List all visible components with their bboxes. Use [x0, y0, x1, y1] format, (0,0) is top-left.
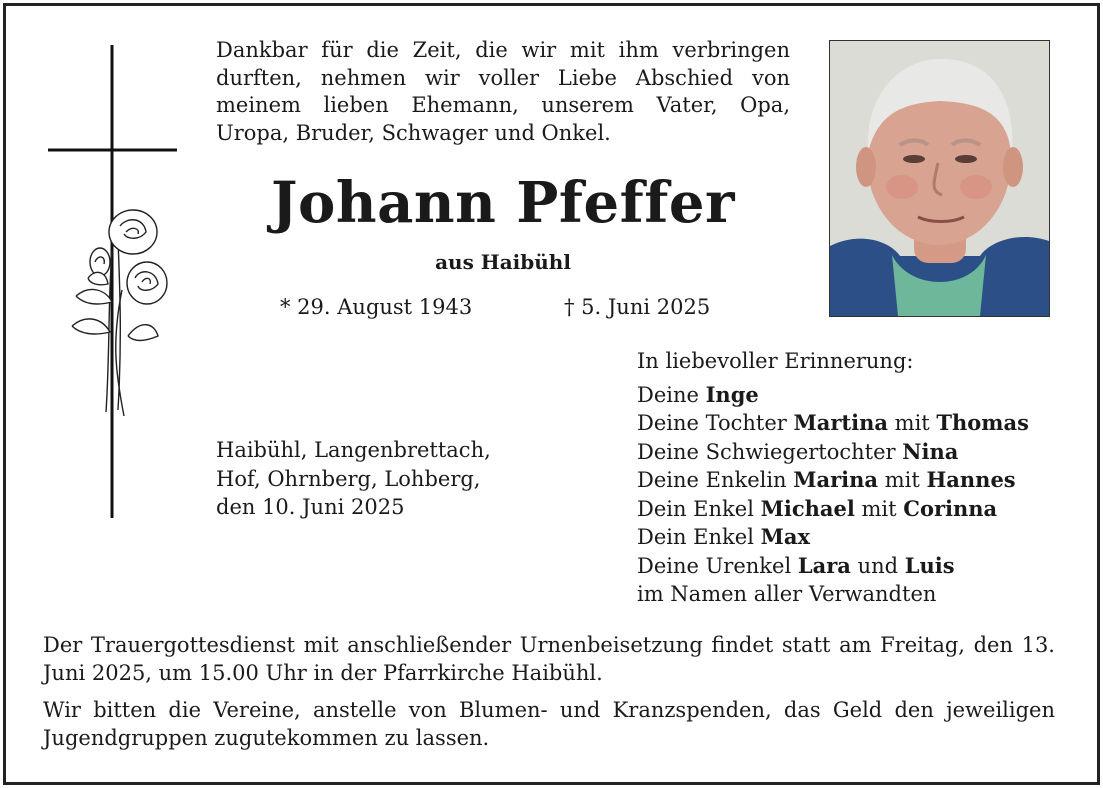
family-member-line — [637, 381, 1029, 410]
place-and-date — [216, 436, 491, 522]
family-member-text: mit — [878, 468, 927, 492]
family-member-name: Nina — [902, 438, 959, 464]
family-member-text: Dein Enkel — [637, 496, 761, 521]
place-line: Haibühl, Langenbrettach, — [216, 438, 491, 462]
family-member-name: Luis — [904, 552, 955, 578]
family-member-text: mit — [887, 411, 937, 435]
family-member-line — [637, 409, 1029, 438]
deceased-origin: aus Haibühl — [435, 250, 571, 274]
family-member-name: Thomas — [936, 410, 1029, 435]
family-member-name: Max — [760, 524, 810, 549]
family-member-name: Lara — [797, 552, 851, 578]
family-member-text: Deine Enkelin — [637, 468, 794, 492]
family-member-text: Deine Tochter — [637, 411, 794, 435]
place-line: Hof, Ohrnberg, Lohberg, — [216, 466, 481, 491]
family-member-name: Corinna — [903, 495, 998, 521]
family-member-text: Deine Schwiegertochter — [637, 439, 903, 464]
family-member-text: im Namen aller Verwandten — [637, 582, 937, 606]
donation-request: Wir bitten die Vereine, anstelle von Blumen- und Kranzspenden, das Geld den jeweiligen Jugendgruppen zugutekommen zu lassen. — [43, 698, 1055, 750]
family-member-text: Deine Urenkel — [637, 553, 798, 578]
family-member-text: Deine — [637, 382, 706, 407]
portrait-photo — [829, 40, 1050, 317]
death-date: † 5. Juni 2025 — [564, 295, 711, 319]
family-list — [637, 347, 1029, 609]
family-member-name: Marina — [793, 467, 879, 492]
family-member-text: Dein Enkel — [637, 525, 761, 549]
funeral-service-notice: Der Trauergottesdienst mit anschließender Urnenbeisetzung findet statt am Freitag, den 13. Juni 2025, um 15.00 Uhr in der Pfarrkirche Haibühl. — [43, 633, 1055, 685]
place-date-line: den 10. Juni 2025 — [216, 495, 405, 519]
family-member-text: und — [850, 553, 905, 578]
family-member-name: Hannes — [926, 467, 1016, 492]
deceased-name: Johann Pfeffer — [271, 170, 735, 236]
family-title: In liebevoller Erinnerung: — [637, 349, 914, 373]
portrait-photo-image — [830, 41, 1049, 316]
family-member-line — [637, 466, 1029, 495]
birth-date: * 29. August 1943 — [280, 295, 473, 319]
family-member-text: mit — [854, 496, 904, 521]
family-member-line — [637, 495, 1029, 524]
family-member-line — [637, 523, 1029, 552]
family-member-name: Martina — [793, 410, 888, 435]
family-member-line — [637, 552, 1029, 581]
cross-with-roses-icon — [40, 40, 190, 520]
family-member-line — [637, 580, 1029, 609]
family-member-name: Inge — [705, 381, 759, 407]
family-member-line — [637, 438, 1029, 467]
family-member-name: Michael — [760, 495, 855, 521]
intro-text: Dankbar für die Zeit, die wir mit ihm verbringen durften, nehmen wir voller Liebe Abschied von meinem lieben Ehemann, unserem Vater, Opa, Uropa, Bruder, Schwager und Onkel. — [216, 38, 790, 145]
